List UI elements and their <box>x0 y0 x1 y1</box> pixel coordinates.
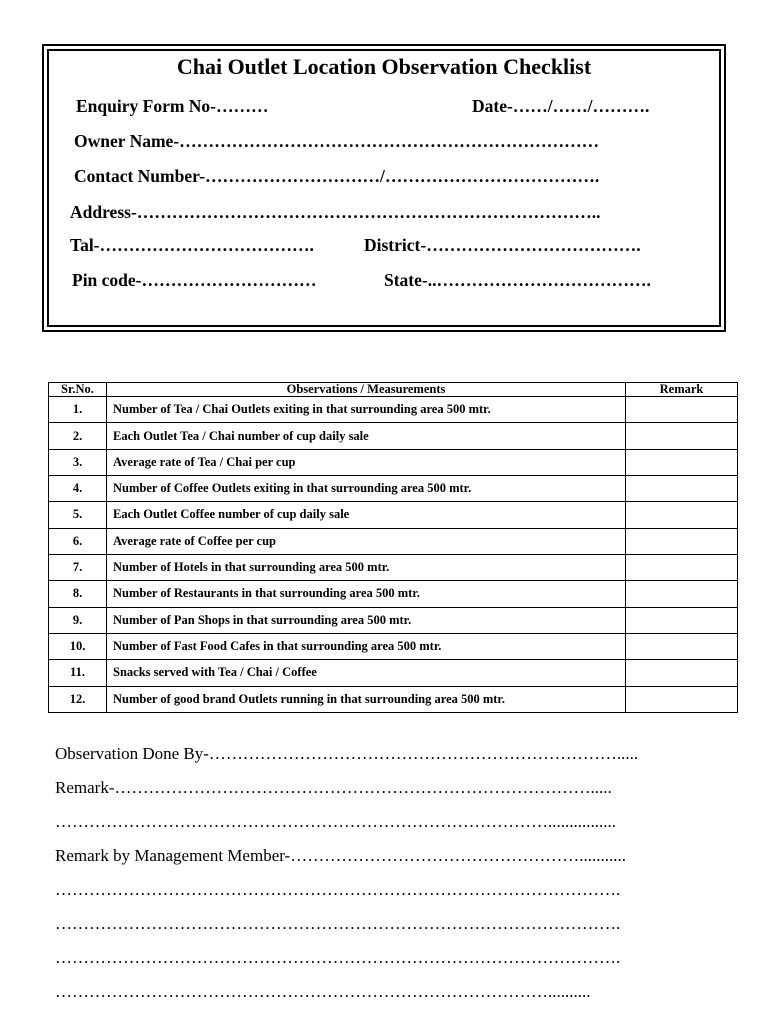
row-observation: Number of Fast Food Cafes in that surrounding area 500 mtr. <box>107 633 626 659</box>
table-row <box>49 686 738 712</box>
contact-number-field[interactable]: Contact Number-…………………………/………………………………. <box>74 166 600 186</box>
table-row <box>49 423 738 449</box>
row-remark-cell[interactable] <box>626 686 738 712</box>
table-row <box>49 633 738 659</box>
row-observation: Each Outlet Coffee number of cup daily sale <box>107 502 626 528</box>
row-sr-no: 9. <box>49 607 107 633</box>
observation-done-by-field[interactable]: Observation Done By-………………………………………………………………..... <box>55 744 639 763</box>
table-row <box>49 607 738 633</box>
row-remark-cell[interactable] <box>626 423 738 449</box>
date-field[interactable]: Date-……/……/………. <box>472 96 650 116</box>
row-sr-no: 8. <box>49 581 107 607</box>
header-box <box>42 44 726 332</box>
tal-field[interactable]: Tal-………………………………. <box>70 235 314 255</box>
table-row <box>49 476 738 502</box>
row-observation: Number of Coffee Outlets exiting in that surrounding area 500 mtr. <box>107 476 626 502</box>
row-remark-cell[interactable] <box>626 397 738 423</box>
address-field[interactable]: Address-…………………………………………………………………….. <box>70 202 601 222</box>
row-sr-no: 12. <box>49 686 107 712</box>
blank-line[interactable]: ………………………………………………………………………………………. <box>55 948 621 967</box>
row-observation: Number of Hotels in that surrounding area 500 mtr. <box>107 555 626 581</box>
management-remark-field[interactable]: Remark by Management Member-……………………………………………........... <box>55 846 626 865</box>
table-row <box>49 555 738 581</box>
enquiry-form-no-field[interactable]: Enquiry Form No-……… <box>76 96 269 116</box>
row-sr-no: 6. <box>49 528 107 554</box>
remark-field[interactable]: Remark-…………………………………………………………………………..... <box>55 778 612 797</box>
row-remark-cell[interactable] <box>626 502 738 528</box>
table-row <box>49 449 738 475</box>
header-observations: Observations / Measurements <box>107 383 626 397</box>
table-row <box>49 502 738 528</box>
row-observation: Number of good brand Outlets running in that surrounding area 500 mtr. <box>107 686 626 712</box>
row-observation: Snacks served with Tea / Chai / Coffee <box>107 660 626 686</box>
observation-table <box>48 382 738 713</box>
blank-line[interactable]: ………………………………………………………………………………………. <box>55 914 621 933</box>
table-row <box>49 528 738 554</box>
row-remark-cell[interactable] <box>626 581 738 607</box>
row-remark-cell[interactable] <box>626 528 738 554</box>
row-observation: Average rate of Coffee per cup <box>107 528 626 554</box>
row-sr-no: 7. <box>49 555 107 581</box>
pin-code-field[interactable]: Pin code-………………………… <box>72 270 317 290</box>
row-remark-cell[interactable] <box>626 449 738 475</box>
row-sr-no: 10. <box>49 633 107 659</box>
row-observation: Number of Tea / Chai Outlets exiting in that surrounding area 500 mtr. <box>107 397 626 423</box>
district-field[interactable]: District-………………………………. <box>364 235 641 255</box>
form-title: Chai Outlet Location Observation Checklist <box>176 54 592 79</box>
row-observation: Number of Pan Shops in that surrounding area 500 mtr. <box>107 607 626 633</box>
row-observation: Average rate of Tea / Chai per cup <box>107 449 626 475</box>
row-sr-no: 4. <box>49 476 107 502</box>
blank-line[interactable]: ………………………………………………………………………………………. <box>55 880 621 899</box>
state-field[interactable]: State-..………………………………. <box>384 270 651 290</box>
table-row <box>49 660 738 686</box>
table-row <box>49 397 738 423</box>
row-remark-cell[interactable] <box>626 660 738 686</box>
header-remark: Remark <box>626 383 738 397</box>
row-sr-no: 1. <box>49 397 107 423</box>
remark-continuation-line[interactable]: ……………………………………………………………………………................ <box>55 812 616 831</box>
header-sr-no: Sr.No. <box>49 383 107 397</box>
row-observation: Number of Restaurants in that surrounding area 500 mtr. <box>107 581 626 607</box>
blank-line[interactable]: …………………………………………………………………………….......... <box>55 982 591 1001</box>
row-sr-no: 2. <box>49 423 107 449</box>
row-remark-cell[interactable] <box>626 555 738 581</box>
row-sr-no: 3. <box>49 449 107 475</box>
row-observation: Each Outlet Tea / Chai number of cup daily sale <box>107 423 626 449</box>
row-sr-no: 11. <box>49 660 107 686</box>
table-row <box>49 581 738 607</box>
row-remark-cell[interactable] <box>626 633 738 659</box>
row-sr-no: 5. <box>49 502 107 528</box>
table-header-row <box>49 383 738 397</box>
row-remark-cell[interactable] <box>626 607 738 633</box>
row-remark-cell[interactable] <box>626 476 738 502</box>
owner-name-field[interactable]: Owner Name-……………………………………………………………… <box>74 131 600 151</box>
